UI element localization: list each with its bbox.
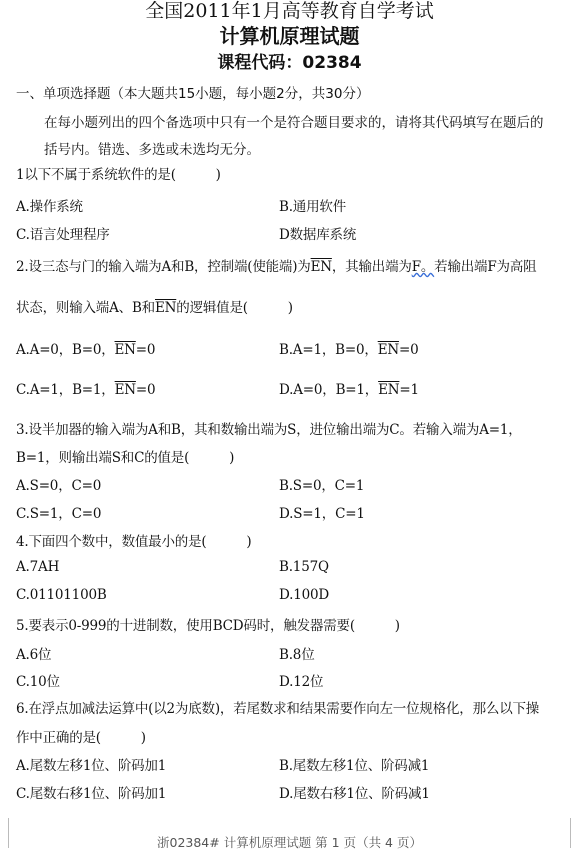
question-4-option-a: A.7AH	[16, 559, 60, 575]
question-2-stem-part-3: 若输出端F为高阻	[434, 259, 537, 275]
en-overline-symbol: $\overline{EN}$	[377, 342, 399, 358]
option-b-prefix: B.A=1，B=0，	[279, 342, 378, 358]
instruction-line-1: 在每小题列出的四个备选项中只有一个是符合题目要求的，请将其代码填写在题后的	[44, 115, 544, 131]
question-4-option-c: C.01101100B	[16, 587, 107, 603]
question-4-stem: 4.下面四个数中，数值最小的是( )	[16, 534, 252, 550]
question-3-option-b: B.S=0，C=1	[279, 478, 365, 494]
question-3-stem-line-2: B=1，则输出端S和C的值是( )	[16, 450, 235, 466]
question-5-option-a: A.6位	[16, 647, 52, 663]
question-6-option-b: B.尾数左移1位、阶码减1	[279, 758, 430, 774]
option-a-prefix: A.A=0，B=0，	[16, 342, 115, 358]
option-d-prefix: D.A=0，B=1，	[279, 382, 379, 398]
instruction-line-2: 括号内。错选、多选或未选均无分。	[44, 142, 260, 158]
option-b-suffix: =0	[398, 342, 419, 358]
question-2-stem-part-2: ，其输出端为	[331, 259, 412, 275]
question-3-option-a: A.S=0，C=0	[16, 478, 102, 494]
option-a-suffix: =0	[135, 342, 156, 358]
question-1-option-d: D数据库系统	[279, 227, 357, 243]
question-5-stem: 5.要表示0-999的十进制数，使用BCD码时，触发器需要( )	[16, 618, 400, 634]
question-2-option-c	[16, 378, 155, 398]
question-2-line-2-part-1: 状态，则输入端A、B和	[16, 300, 155, 316]
en-overline-symbol: $\overline{EN}$	[114, 382, 136, 398]
course-code: 课程代码：02384	[217, 53, 362, 73]
option-c-suffix: =0	[135, 382, 156, 398]
en-overline-symbol: $\overline{EN}$	[378, 382, 400, 398]
question-1-option-b: B.通用软件	[279, 199, 347, 215]
question-6-option-d: D.尾数右移1位、阶码减1	[279, 786, 430, 802]
page-footer: 浙02384# 计算机原理试题 第 1 页（共 4 页）	[157, 835, 422, 850]
question-2-option-b	[279, 338, 418, 358]
question-1-stem: 1以下不属于系统软件的是( )	[16, 167, 221, 183]
question-3-option-d: D.S=1，C=1	[279, 506, 365, 522]
question-6-option-c: C.尾数右移1位、阶码加1	[16, 786, 167, 802]
en-overline-symbol: $\overline{EN}$	[310, 259, 332, 275]
question-2-line-2-part-2: 的逻辑值是( )	[176, 300, 293, 316]
question-4-option-d: D.100D	[279, 587, 330, 603]
question-6-stem-line-1: 6.在浮点加减法运算中(以2为底数)，若尾数求和结果需要作向左一位规格化，那么以下操	[16, 701, 540, 717]
question-6-stem-line-2: 作中正确的是( )	[16, 730, 146, 746]
subject-title: 计算机原理试题	[219, 24, 360, 48]
question-6-option-a: A.尾数左移1位、阶码加1	[16, 758, 167, 774]
question-5-option-d: D.12位	[279, 674, 324, 690]
en-overline-symbol: $\overline{EN}$	[154, 300, 177, 316]
question-3-stem-line-1: 3.设半加器的输入端为A和B，其和数输出端为S，进位输出端为C。若输入端为A=1，	[16, 422, 522, 438]
exam-title: 全国2011年1月高等教育自学考试	[145, 0, 434, 22]
en-overline-symbol: $\overline{EN}$	[114, 342, 136, 358]
option-c-prefix: C.A=1，B=1，	[16, 382, 115, 398]
question-2-option-a	[16, 338, 155, 358]
question-1-option-a: A.操作系统	[16, 199, 83, 215]
question-2-stem-line-2	[16, 296, 293, 316]
question-2-output-f: F。	[411, 259, 435, 275]
question-2-stem-part-1: 2.设三态与门的输入端为A和B，控制端(使能端)为	[16, 259, 311, 275]
question-2-stem-line-1	[16, 255, 536, 275]
question-3-option-c: C.S=1，C=0	[16, 506, 102, 522]
question-5-option-b: B.8位	[279, 647, 315, 663]
question-2-option-d	[279, 378, 419, 398]
option-d-suffix: =1	[399, 382, 419, 398]
section-heading: 一、单项选择题（本大题共15小题，每小题2分，共30分）	[16, 86, 370, 102]
question-4-option-b: B.157Q	[279, 559, 329, 575]
question-5-option-c: C.10位	[16, 674, 60, 690]
question-1-option-c: C.语言处理程序	[16, 227, 110, 243]
